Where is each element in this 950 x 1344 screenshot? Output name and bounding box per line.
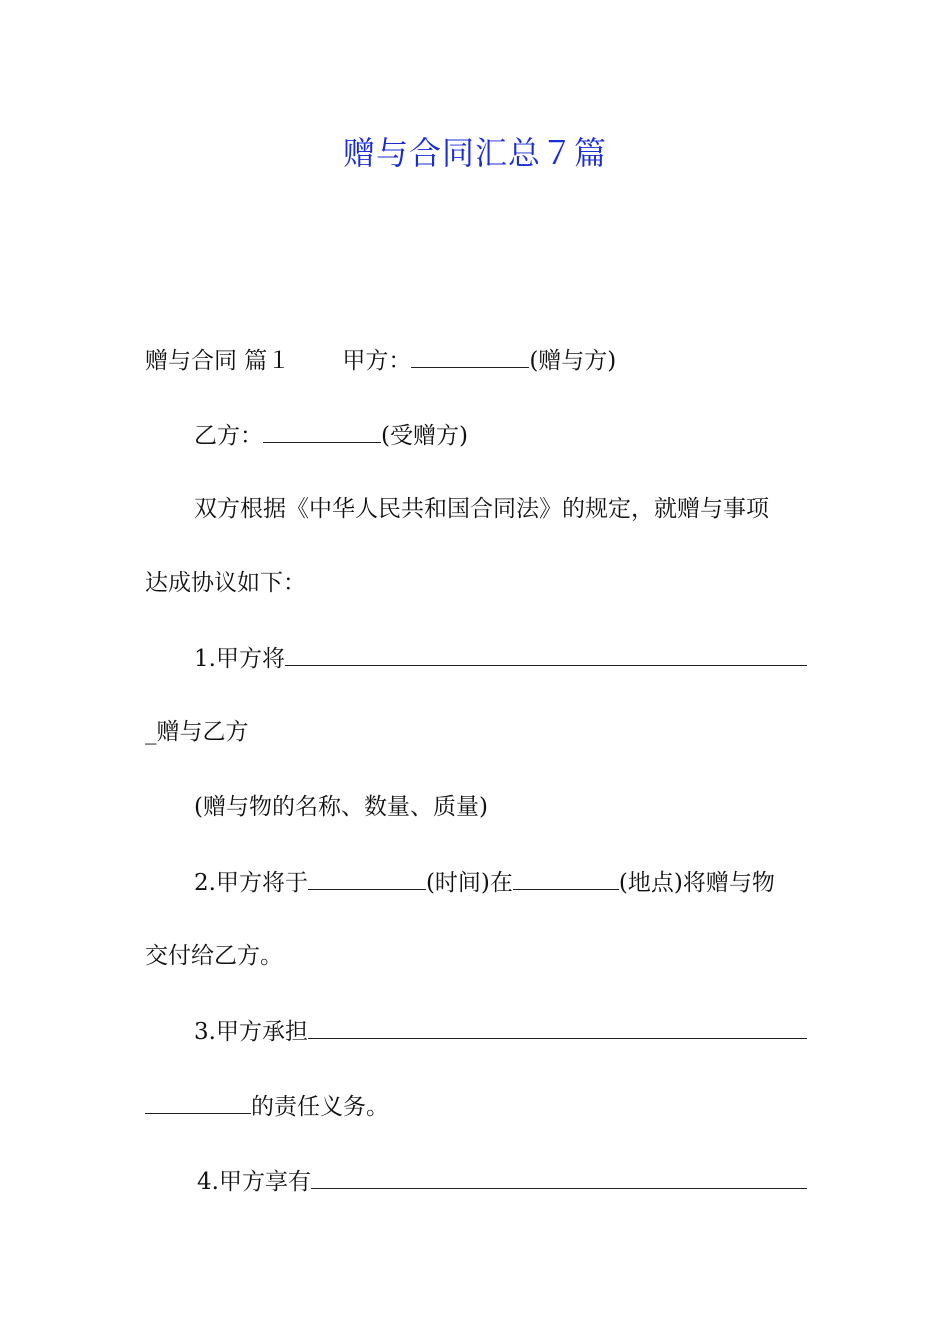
- clause-2-part-a: 2.甲方将于: [194, 870, 308, 896]
- clause-1-line: [194, 643, 807, 674]
- page-title: 赠与合同汇总７篇: [342, 134, 607, 172]
- clause-3-cont: [145, 1091, 807, 1122]
- clause-3-line: [194, 1016, 807, 1047]
- clause-1-blank: [285, 643, 807, 666]
- clause-1-label: 1.甲方将: [194, 646, 285, 672]
- party-b-line: [194, 420, 807, 451]
- clause-4-label: 4.甲方享有: [197, 1169, 311, 1195]
- contract-heading-line: [145, 345, 807, 376]
- clause-3-blank: [308, 1016, 807, 1039]
- party-b-blank: [263, 420, 381, 443]
- party-b-label: 乙方：: [194, 423, 263, 449]
- clause-2-cont: 交付给乙方。: [145, 943, 283, 969]
- clause-2-part-c: (地点)将赠与物: [618, 870, 775, 896]
- party-a-label: 甲方：: [342, 348, 412, 374]
- clause-3-label: 3.甲方承担: [194, 1019, 308, 1045]
- clause-4-blank: [311, 1166, 807, 1189]
- party-b-note: (受赠方): [381, 423, 468, 449]
- clause-1-note: (赠与物的名称、数量、质量): [194, 794, 488, 820]
- clause-2-time-blank: [308, 867, 426, 890]
- clause-1-cont: _赠与乙方: [145, 719, 249, 745]
- paragraph-intro: 双方根据《中华人民共和国合同法》的规定，就赠与事项: [194, 496, 769, 522]
- clause-2-part-b: (时间)在: [425, 870, 513, 896]
- clause-3-cont-blank: [145, 1091, 251, 1114]
- party-a-note: (赠与方): [529, 348, 617, 374]
- clause-2-place-blank: [513, 867, 619, 890]
- party-a-blank: [411, 345, 529, 368]
- contract-heading: 赠与合同 篇１: [145, 348, 291, 374]
- paragraph-intro-cont: 达成协议如下：: [145, 570, 306, 596]
- clause-2-line: [194, 867, 807, 898]
- clause-3-cont-text: 的责任义务。: [251, 1094, 389, 1120]
- clause-4-line: [197, 1166, 807, 1197]
